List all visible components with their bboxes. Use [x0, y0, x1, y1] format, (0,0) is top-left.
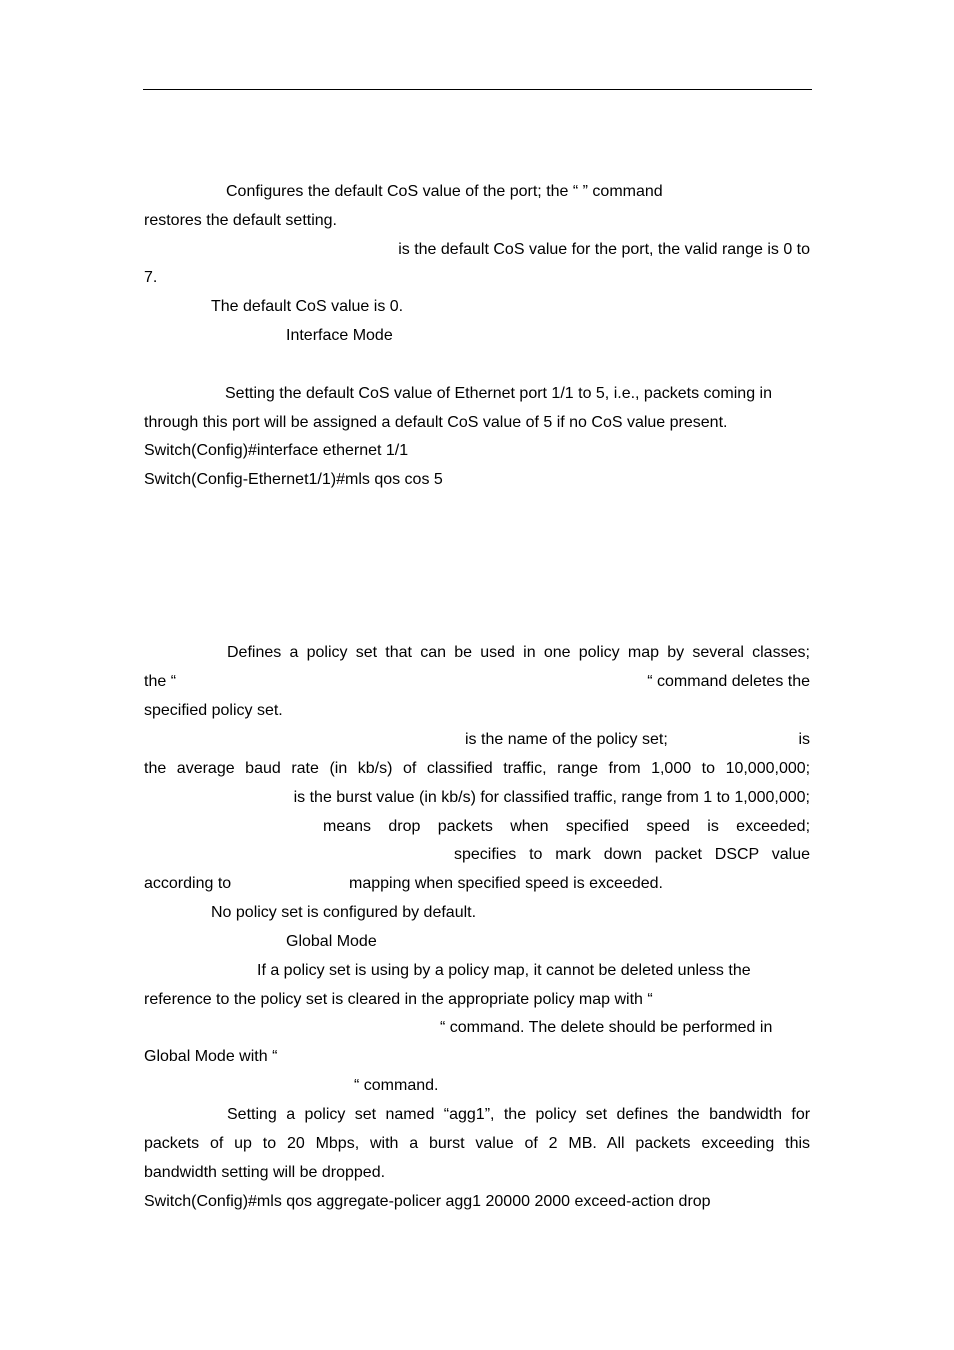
- word: value: [771, 846, 811, 863]
- word: one: [543, 644, 571, 661]
- word: 2: [548, 1135, 558, 1152]
- word: packets: [635, 1135, 691, 1152]
- s2-line9-start: according to: [144, 875, 232, 892]
- word: the: [144, 760, 167, 777]
- word: means: [323, 818, 372, 835]
- word: kb/s): [357, 760, 393, 777]
- word: classes;: [752, 644, 810, 661]
- s2-line8: [454, 845, 810, 865]
- word: a: [289, 644, 299, 661]
- word: 1,000: [651, 760, 692, 777]
- word: by: [667, 644, 685, 661]
- word: to: [529, 846, 543, 863]
- s2-example-line1: [227, 1105, 810, 1125]
- word: MB.: [568, 1135, 597, 1152]
- word: from: [608, 760, 641, 777]
- word: value: [475, 1135, 514, 1152]
- word: policy: [306, 644, 348, 661]
- word: named: [385, 1106, 435, 1123]
- word: packets: [437, 818, 493, 835]
- s2-example-line2: [144, 1134, 810, 1154]
- s2-line9-end: mapping when specified speed is exceeded.: [349, 875, 663, 892]
- word: with: [369, 1135, 399, 1152]
- word: this: [785, 1135, 811, 1152]
- word: Mbps,: [315, 1135, 360, 1152]
- word: bandwidth: [709, 1106, 783, 1123]
- word: “agg1”,: [443, 1106, 495, 1123]
- word: be: [454, 644, 472, 661]
- word: a: [409, 1135, 419, 1152]
- word: 20: [286, 1135, 305, 1152]
- word: All: [606, 1135, 625, 1152]
- s2-example-line3: bandwidth setting will be dropped.: [144, 1164, 386, 1181]
- word: drop: [388, 818, 421, 835]
- s1-line4: 7.: [144, 269, 158, 286]
- word: set: [355, 644, 378, 661]
- word: range: [557, 760, 598, 777]
- s2-usage1-text: If a policy set is using by a policy map, it cannot be deleted unless the: [257, 962, 751, 979]
- word: a: [286, 1106, 296, 1123]
- word: DSCP: [714, 846, 759, 863]
- word: defines: [616, 1106, 669, 1123]
- word: for: [791, 1106, 811, 1123]
- word: to: [701, 760, 716, 777]
- s2-line5: [144, 759, 810, 779]
- s1-parameter-text: is the default CoS value for the port, the valid range is 0 to: [398, 241, 810, 258]
- word: can: [420, 644, 446, 661]
- s1-default-text: The default CoS value is 0.: [211, 298, 404, 315]
- word: traffic,: [503, 760, 547, 777]
- word: exceeded;: [736, 818, 811, 835]
- s1-example-line2: through this port will be assigned a default CoS value of 5 if no CoS value present.: [144, 414, 728, 431]
- s2-line1: [227, 643, 810, 663]
- s2-line3: specified policy set.: [144, 702, 283, 719]
- s1-mode-text: Interface Mode: [286, 327, 393, 344]
- word: that: [385, 644, 412, 661]
- word: policy: [304, 1106, 346, 1123]
- s2-usage3-text: “ command. The delete should be performed in: [440, 1019, 773, 1036]
- word: 10,000,000;: [725, 760, 811, 777]
- word: the: [503, 1106, 527, 1123]
- s2-example-cmd: Switch(Config)#mls qos aggregate-policer agg1 20000 2000 exceed-action drop: [144, 1193, 711, 1210]
- word: specified: [565, 818, 629, 835]
- s1-function-text: Configures the default CoS value of the port; the “ ” command: [226, 183, 663, 200]
- s1-cmd1: Switch(Config)#interface ethernet 1/1: [144, 442, 409, 459]
- word: specifies: [454, 846, 517, 863]
- header-rule: [143, 89, 812, 90]
- s2-line4-text: is the name of the policy set;: [465, 731, 668, 748]
- word: is: [707, 818, 719, 835]
- word: packet: [654, 846, 702, 863]
- word: baud: [245, 760, 281, 777]
- word: set: [585, 1106, 608, 1123]
- s2-line6-text: is the burst value (in kb/s) for classified traffic, range from 1 to 1,000,000;: [293, 789, 810, 806]
- s2-line2-end: “ command deletes the: [647, 673, 810, 690]
- s1-cmd2: Switch(Config-Ethernet1/1)#mls qos cos 5: [144, 471, 443, 488]
- word: several: [692, 644, 744, 661]
- word: map: [627, 644, 659, 661]
- word: average: [176, 760, 235, 777]
- word: in: [523, 644, 536, 661]
- word: exceeding: [701, 1135, 775, 1152]
- word: set: [354, 1106, 377, 1123]
- word: policy: [535, 1106, 577, 1123]
- word: Setting: [227, 1106, 277, 1123]
- word: of: [402, 760, 417, 777]
- word: used: [480, 644, 515, 661]
- word: the: [677, 1106, 700, 1123]
- s2-usage4: Global Mode with “: [144, 1048, 278, 1065]
- s2-line4-end: is: [798, 731, 810, 748]
- word: packets: [144, 1135, 200, 1152]
- s2-line7: [323, 817, 810, 837]
- s2-default-text: No policy set is configured by default.: [211, 904, 477, 921]
- word: up: [234, 1135, 252, 1152]
- word: burst: [428, 1135, 465, 1152]
- word: down: [603, 846, 642, 863]
- word: rate: [291, 760, 319, 777]
- s2-usage5-text: “ command.: [354, 1077, 439, 1094]
- word: of: [209, 1135, 224, 1152]
- word: (in: [329, 760, 348, 777]
- word: Defines: [227, 644, 282, 661]
- s1-example-text: Setting the default CoS value of Ethernet port 1/1 to 5, i.e., packets coming in: [225, 385, 772, 402]
- word: classified: [426, 760, 493, 777]
- word: policy: [578, 644, 620, 661]
- s2-usage2: reference to the policy set is cleared in the appropriate policy map with “: [144, 991, 653, 1008]
- s2-line2-start: the “: [144, 673, 177, 690]
- word: speed: [646, 818, 690, 835]
- word: to: [262, 1135, 277, 1152]
- s2-mode-text: Global Mode: [286, 933, 377, 950]
- word: when: [510, 818, 549, 835]
- word: mark: [555, 846, 591, 863]
- word: of: [524, 1135, 538, 1152]
- s1-line2: restores the default setting.: [144, 212, 337, 229]
